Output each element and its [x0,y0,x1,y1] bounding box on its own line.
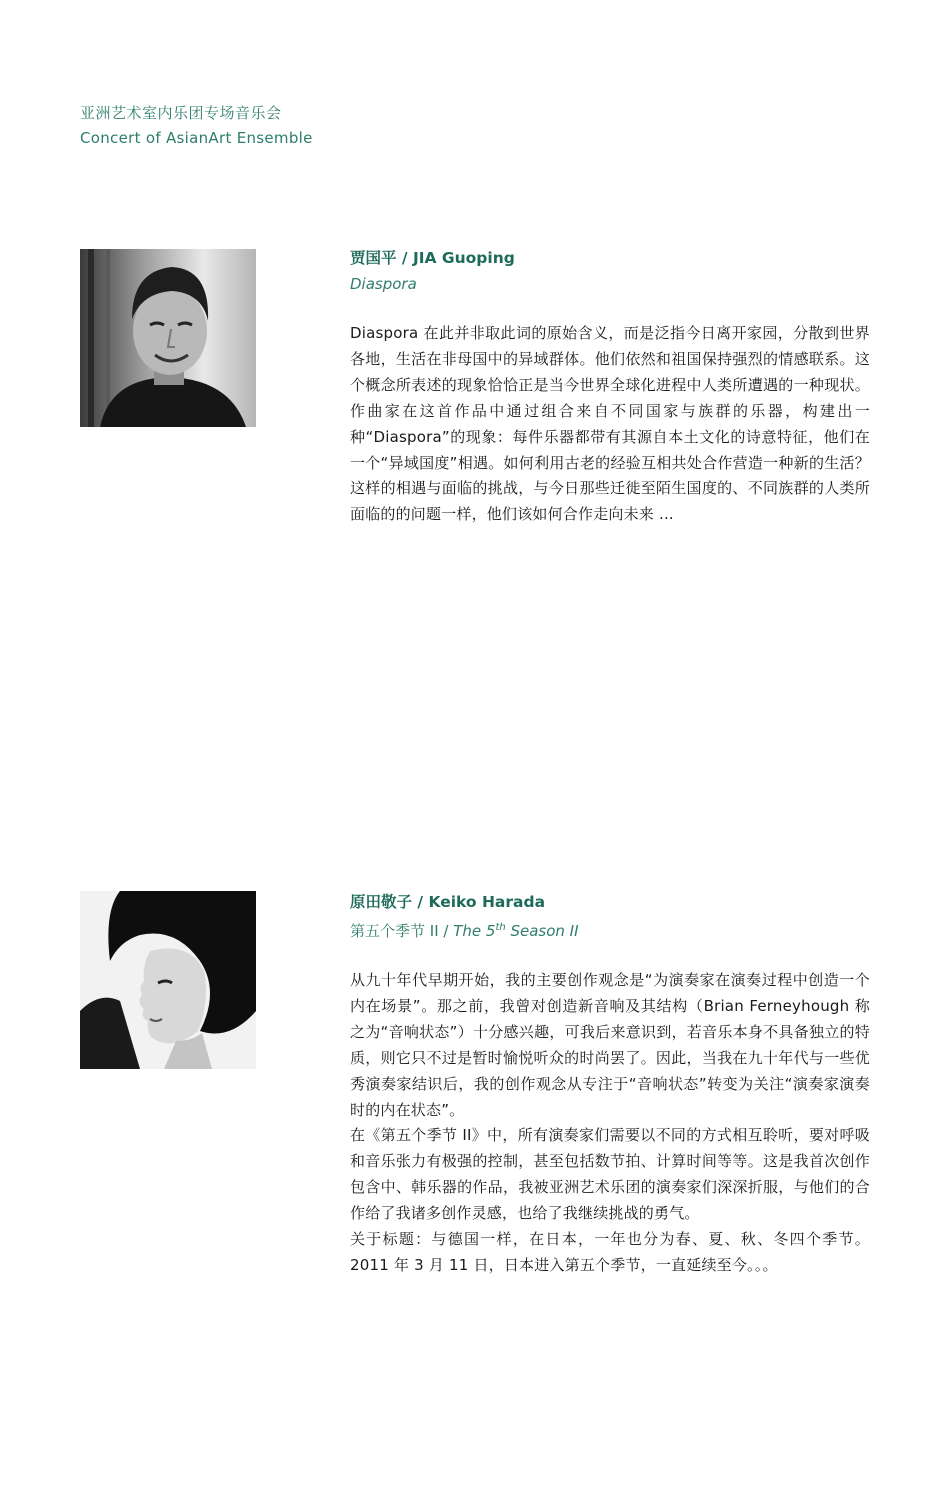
work-title-en-sup: th [495,922,506,933]
program-note-jia [350,247,870,528]
work-title-en-prefix: The 5 [453,922,496,940]
note-paragraph: 关于标题：与德国一样，在日本，一年也分为春、夏、秋、冬四个季节。2011 年 3 月 11 日，日本进入第五个季节，一直延续至今。。。 [350,1230,870,1274]
portrait-man-photo [80,249,256,427]
note-paragraph: Diaspora 在此并非取此词的原始含义，而是泛指今日离开家园，分散到世界各地，生活在非母国中的异域群体。他们依然和祖国保持强烈的情感联系。这个概念所表述的现象恰恰正是当今世界全球化进程中人类所遭遇的一种现状。作曲家在这首作品中通过组合来自不同国家与族群的乐器，构建出一种“Diaspora”的现象：每件乐器都带有其源自本土文化的诗意特征，他们在一个“异域国度”相遇。如何利用古老的经验互相共处合作营造一种新的生活？这样的相遇与面临的挑战，与今日那些迁徙至陌生国度的、不同族群的人类所面临的的问题一样，他们该如何合作走向未来 ... [350,324,870,524]
program-note-harada [350,891,870,1279]
composer-photo-jia [80,249,256,427]
concert-title-zh: 亚洲艺术室内乐团专场音乐会 [80,104,282,122]
work-title-text: Diaspora [350,275,417,293]
composer-name: 原田敬子 / Keiko Harada [350,893,546,911]
work-title [350,917,870,942]
page-header [80,102,313,149]
portrait-woman-photo [80,891,256,1069]
work-title-en [453,922,578,940]
program-note-body [350,968,870,1279]
program-note-body [350,321,870,528]
note-paragraph: 在《第五个季节 II》中，所有演奏家们需要以不同的方式相互聆听，要对呼吸和音乐张力有极强的控制，甚至包括数节拍、计算时间等等。这是我首次创作包含中、韩乐器的作品，我被亚洲艺术乐团的演奏家们深深折服，与他们的合作给了我诸多创作灵感，也给了我继续挑战的勇气。 [350,1126,870,1223]
composer-name: 贾国平 / JIA Guoping [350,249,515,267]
concert-title-en: Concert of AsianArt Ensemble [80,129,313,147]
composer-photo-harada [80,891,256,1069]
work-title-zh: 第五个季节 II / [350,922,454,940]
note-paragraph: 从九十年代早期开始，我的主要创作观念是“为演奏家在演奏过程中创造一个内在场景”。那之前，我曾对创造新音响及其结构（Brian Ferneyhough 称之为“音响状态”）十分感兴趣，可我后来意识到，若音乐本身不具备独立的特质，则它只不过是暂时愉悦听众的时尚罢了。因此，当我在九十年代与一些优秀演奏家结识后，我的创作观念从专注于“音响状态”转变为关注“演奏家演奏时的内在状态”。 [350,971,870,1119]
work-title [350,273,870,295]
work-title-en-suffix: Season II [505,922,579,940]
